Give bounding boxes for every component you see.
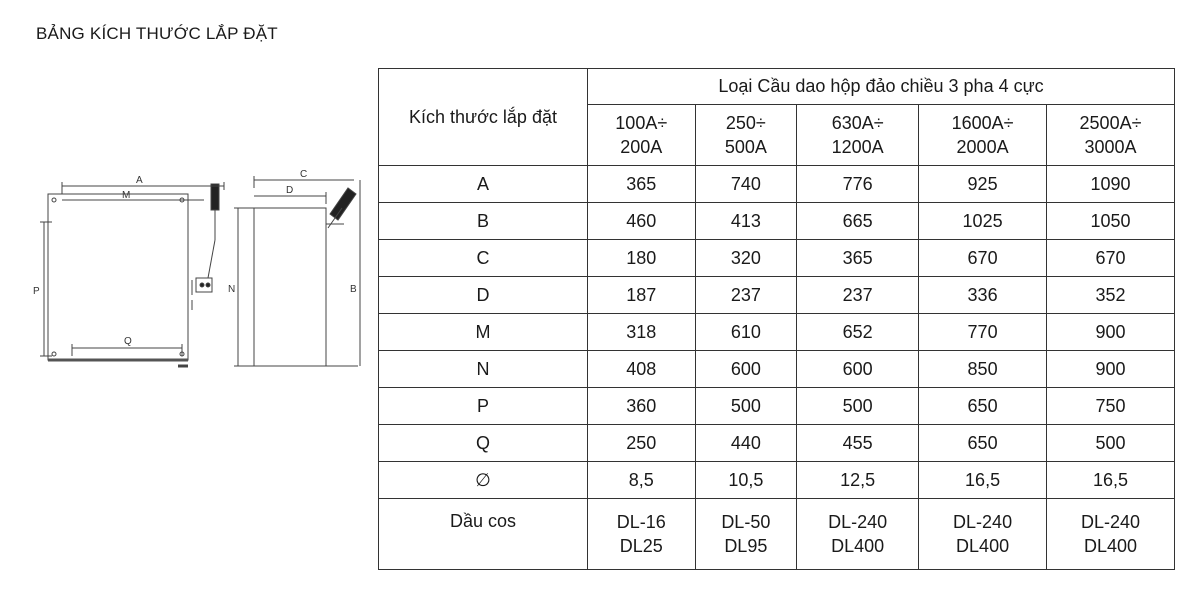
table-cell: DL-240 DL400 [1047,499,1175,570]
row-label: D [379,277,588,314]
row-label: C [379,240,588,277]
table-cell: 10,5 [695,462,797,499]
table-cell: 850 [919,351,1047,388]
side-view-box [254,208,326,366]
row-label: ∅ [379,462,588,499]
column-header: 250÷ 500A [695,105,797,166]
table-cell: 12,5 [797,462,919,499]
dim-label-q: Q [124,336,132,347]
table-cell: 460 [588,203,696,240]
page-title: BẢNG KÍCH THƯỚC LẮP ĐẶT [36,24,278,43]
dim-label-m: M [122,190,131,201]
table-row-cos [379,499,1175,570]
table-cell: 740 [695,166,797,203]
table-cell: 1090 [1047,166,1175,203]
column-header: 630A÷ 1200A [797,105,919,166]
table-cell: 8,5 [588,462,696,499]
table-row [379,203,1175,240]
table-row [379,166,1175,203]
row-label: P [379,388,588,425]
group-header-cell: Loại Cầu dao hộp đảo chiều 3 pha 4 cực [588,69,1175,105]
table-cell: 237 [695,277,797,314]
dim-label-b: B [350,284,357,295]
table-cell: DL-16 DL25 [588,499,696,570]
row-label: B [379,203,588,240]
table-cell: 925 [919,166,1047,203]
table-cell: DL-50 DL95 [695,499,797,570]
table-cell: 670 [919,240,1047,277]
table-row [379,351,1175,388]
table-row [379,277,1175,314]
table-cell: 1025 [919,203,1047,240]
table-cell: 250 [588,425,696,462]
table-cell: 16,5 [1047,462,1175,499]
table-row [379,462,1175,499]
table-cell: 500 [797,388,919,425]
table-cell: DL-240 DL400 [919,499,1047,570]
row-label: M [379,314,588,351]
table-cell: 665 [797,203,919,240]
table-cell: 365 [588,166,696,203]
table-cell: 365 [797,240,919,277]
table-cell: 900 [1047,314,1175,351]
table-cell: 413 [695,203,797,240]
row-label: N [379,351,588,388]
table-row [379,425,1175,462]
dimension-table [378,68,1175,570]
dim-label-n: N [228,284,236,295]
front-handle [211,184,219,210]
table-cell: 650 [919,425,1047,462]
table-row [379,240,1175,277]
table-cell: 237 [797,277,919,314]
table-cell: 610 [695,314,797,351]
table-cell: 320 [695,240,797,277]
dim-label-c: C [300,169,308,180]
table-cell: 670 [1047,240,1175,277]
dim-label-a: A [136,175,143,186]
dim-label-p: P [33,286,40,297]
row-label: Dầu cos [379,499,588,570]
table-cell: 750 [1047,388,1175,425]
dim-label-d: D [286,185,294,196]
table-cell: 408 [588,351,696,388]
column-header: 2500A÷ 3000A [1047,105,1175,166]
table-cell: 187 [588,277,696,314]
table-cell: 500 [1047,425,1175,462]
column-header: 1600A÷ 2000A [919,105,1047,166]
installation-drawing [24,160,369,375]
table-row [379,314,1175,351]
row-header-cell: Kích thước lắp đặt [379,69,588,166]
table-cell: 900 [1047,351,1175,388]
table-cell: 455 [797,425,919,462]
row-label: A [379,166,588,203]
table-cell: 600 [797,351,919,388]
table-cell: 16,5 [919,462,1047,499]
table-cell: 652 [797,314,919,351]
table-cell: 770 [919,314,1047,351]
row-label: Q [379,425,588,462]
table-cell: 180 [588,240,696,277]
table-cell: DL-240 DL400 [797,499,919,570]
table-cell: 360 [588,388,696,425]
table-cell: 352 [1047,277,1175,314]
table-cell: 600 [695,351,797,388]
table-cell: 318 [588,314,696,351]
table-cell: 1050 [1047,203,1175,240]
front-view-box [48,194,188,360]
table-row [379,388,1175,425]
table-cell: 650 [919,388,1047,425]
column-header: 100A÷ 200A [588,105,696,166]
table-cell: 336 [919,277,1047,314]
table-cell: 500 [695,388,797,425]
table-cell: 440 [695,425,797,462]
table-cell: 776 [797,166,919,203]
